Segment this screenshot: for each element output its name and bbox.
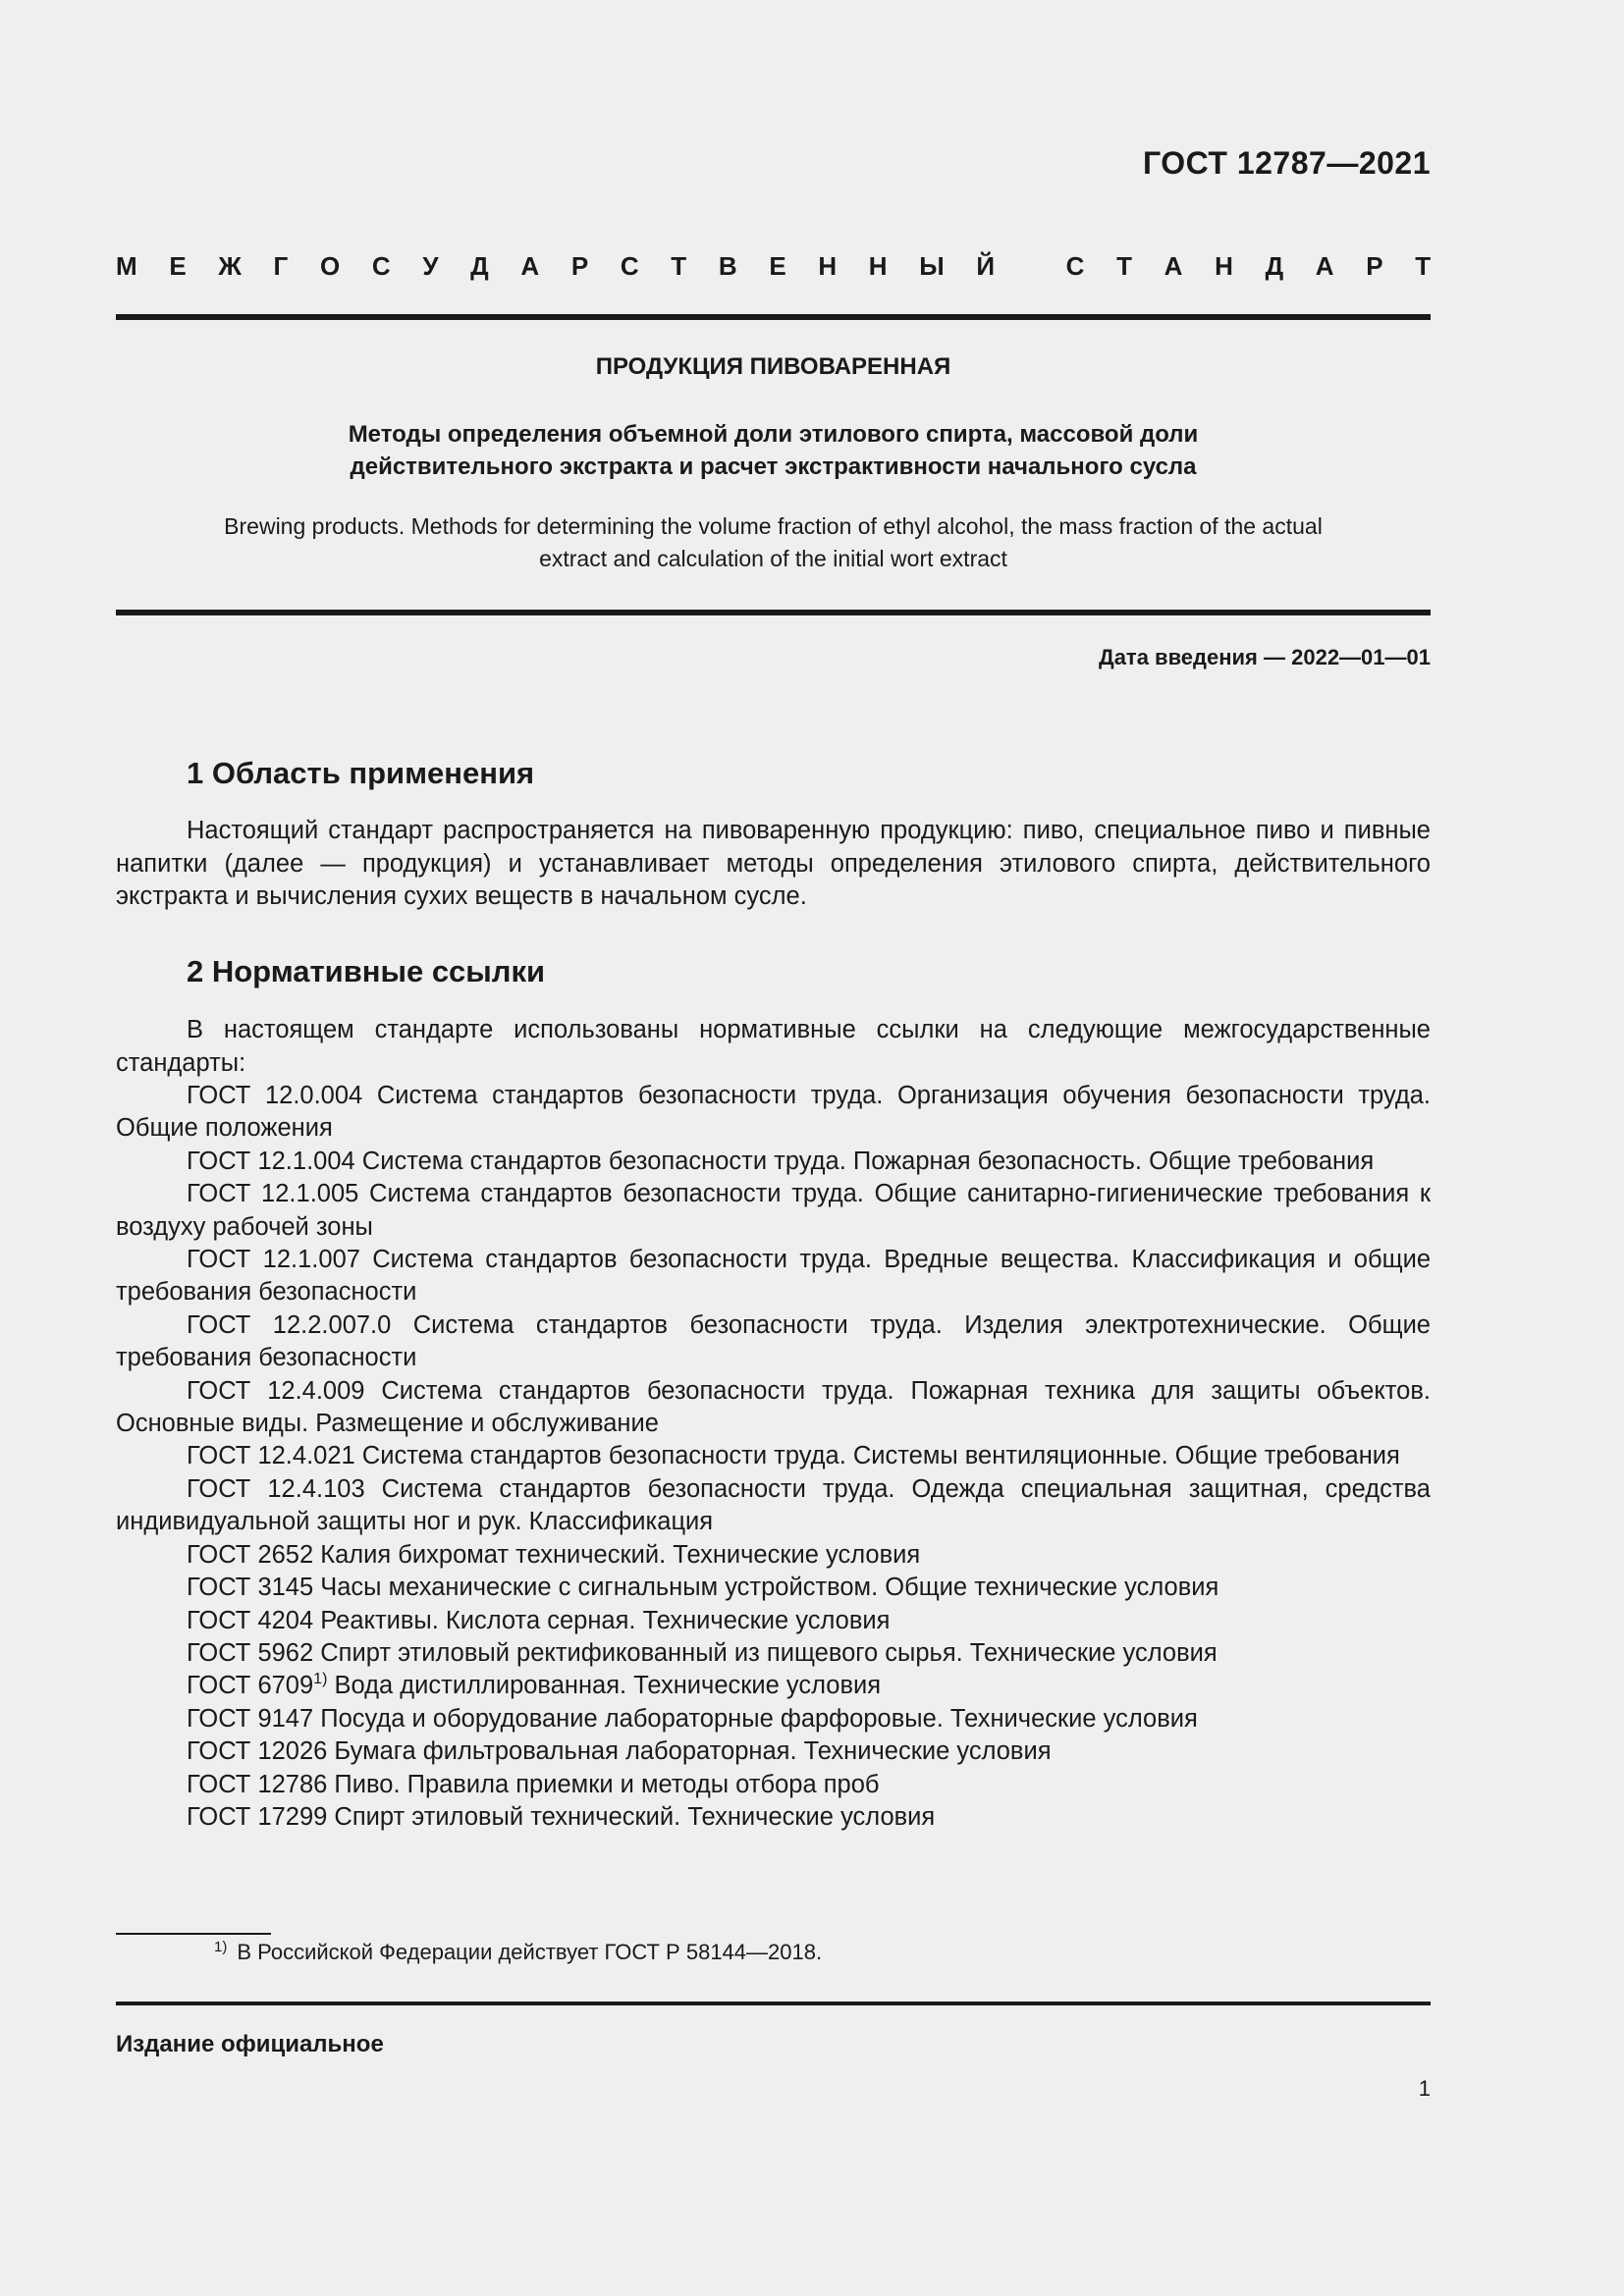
footnote-text: В Российской Федерации действует ГОСТ Р 58144—2018. <box>237 1940 823 1964</box>
reference-item-6709 <box>116 1670 1431 1702</box>
interstate-letter: Т <box>671 251 687 281</box>
interstate-letter: Р <box>570 251 589 281</box>
interstate-letter: С <box>371 251 391 281</box>
reference-item: ГОСТ 2652 Калия бихромат технический. Технические условия <box>187 1540 921 1569</box>
reference-item: ГОСТ 12.4.021 Система стандартов безопасности труда. Системы вентиляционные. Общие требования <box>187 1442 1400 1470</box>
interstate-letter: А <box>520 251 540 281</box>
reference-item: ГОСТ 17299 Спирт этиловый технический. Технические условия <box>187 1802 936 1831</box>
normative-references-list <box>116 1080 1431 1834</box>
reference-item: ГОСТ 4204 Реактивы. Кислота серная. Технические условия <box>187 1606 891 1634</box>
reference-item: ГОСТ 12.0.004 Система стандартов безопасности труда. Организация обучения безопасности труда. Общие положения <box>116 1082 1431 1143</box>
official-edition-label: Издание официальное <box>116 2031 384 2057</box>
document-title: ПРОДУКЦИЯ ПИВОВАРЕННАЯ <box>595 353 951 380</box>
interstate-letter: С <box>620 251 639 281</box>
interstate-letter: М <box>116 251 137 281</box>
interstate-letter: А <box>1315 251 1334 281</box>
interstate-letter: Р <box>1366 251 1383 281</box>
interstate-letter: Д <box>1265 251 1284 281</box>
reference-item: ГОСТ 12.4.009 Система стандартов безопасности труда. Пожарная техника для защиты объектов. Основные виды. Размещение и обслуживание <box>116 1376 1431 1438</box>
interstate-letter: С <box>1065 251 1085 281</box>
section-2-heading: 2 Нормативные ссылки <box>187 954 546 988</box>
section-1-text: Настоящий стандарт распространяется на пивоваренную продукцию: пиво, специальное пиво и пивные напитки (далее — продукция) и устанавливает методы определения этилового спирта, действительного экстракта и вычисления сухих веществ в начальном сусле. <box>116 817 1431 910</box>
footnote-marker: 1) <box>313 1671 328 1688</box>
interstate-letter: О <box>319 251 341 281</box>
interstate-letter: Е <box>769 251 786 281</box>
subtitle-line-1: Методы определения объемной доли этилового спирта, массовой доли <box>348 421 1199 448</box>
reference-item: ГОСТ 12.1.005 Система стандартов безопасности труда. Общие санитарно-гигиенические требования к воздуху рабочей зоны <box>116 1180 1431 1241</box>
document-subtitle <box>116 418 1431 483</box>
top-divider <box>116 314 1431 320</box>
interstate-letter: Т <box>1415 251 1432 281</box>
interstate-letter: У <box>422 251 439 281</box>
reference-item: ГОСТ 12026 Бумага фильтровальная лабораторная. Технические условия <box>187 1737 1052 1766</box>
page-number: 1 <box>1418 2076 1431 2101</box>
interstate-letter: Й <box>976 251 996 281</box>
reference-item: ГОСТ 12.4.103 Система стандартов безопасности труда. Одежда специальная защитная, средства индивидуальной защиты ног и рук. Классификация <box>116 1474 1431 1536</box>
english-title-line-1: Brewing products. Methods for determining the volume fraction of ethyl alcohol, the mass fraction of the actual <box>224 513 1323 539</box>
reference-code: ГОСТ 6709 <box>187 1672 314 1700</box>
reference-item: ГОСТ 3145 Часы механические с сигнальным устройством. Общие технические условия <box>187 1574 1219 1602</box>
english-title-line-2: extract and calculation of the initial wort extract <box>539 546 1007 571</box>
interstate-letter: Ы <box>919 251 945 281</box>
reference-item: ГОСТ 12786 Пиво. Правила приемки и методы отбора проб <box>187 1770 880 1798</box>
interstate-letter: Н <box>1215 251 1233 281</box>
interstate-letter: Н <box>868 251 888 281</box>
reference-item: ГОСТ 9147 Посуда и оборудование лабораторные фарфоровые. Технические условия <box>187 1704 1198 1733</box>
footer-divider <box>116 2002 1431 2005</box>
interstate-letter: А <box>1164 251 1183 281</box>
interstate-letter: Г <box>273 251 289 281</box>
reference-item: ГОСТ 12.2.007.0 Система стандартов безопасности труда. Изделия электротехнические. Общие требования безопасности <box>116 1310 1431 1372</box>
gost-code: ГОСТ 12787—2021 <box>1142 145 1431 181</box>
interstate-letter: Д <box>470 251 489 281</box>
interstate-letter: Н <box>818 251 838 281</box>
title-divider <box>116 610 1431 615</box>
reference-item: ГОСТ 12.1.004 Система стандартов безопасности труда. Пожарная безопасность. Общие требования <box>187 1147 1375 1175</box>
interstate-letter: В <box>718 251 737 281</box>
footnote-marker: 1) <box>214 1939 228 1955</box>
reference-item: ГОСТ 5962 Спирт этиловый ректификованный из пищевого сырья. Технические условия <box>187 1638 1218 1667</box>
footnote-divider <box>116 1933 271 1935</box>
interstate-letter <box>1027 251 1034 282</box>
document-page <box>116 0 1431 2296</box>
reference-item: ГОСТ 12.1.007 Система стандартов безопасности труда. Вредные вещества. Классификация и общие требования безопасности <box>116 1246 1431 1307</box>
interstate-letter: Т <box>1116 251 1132 281</box>
section-2-intro: В настоящем стандарте использованы нормативные ссылки на следующие межгосударственные стандарты: <box>116 1016 1431 1077</box>
subtitle-line-2: действительного экстракта и расчет экстрактивности начального сусла <box>350 454 1197 480</box>
english-title <box>155 510 1391 575</box>
footnote <box>214 1940 822 1965</box>
interstate-letter: Ж <box>218 251 242 281</box>
section-1-heading: 1 Область применения <box>187 756 535 790</box>
interstate-standard-label <box>116 251 1431 282</box>
reference-title: Вода дистиллированная. Технические условия <box>327 1672 882 1700</box>
interstate-letter: Е <box>169 251 187 281</box>
introduction-date: Дата введения — 2022—01—01 <box>1099 645 1431 669</box>
